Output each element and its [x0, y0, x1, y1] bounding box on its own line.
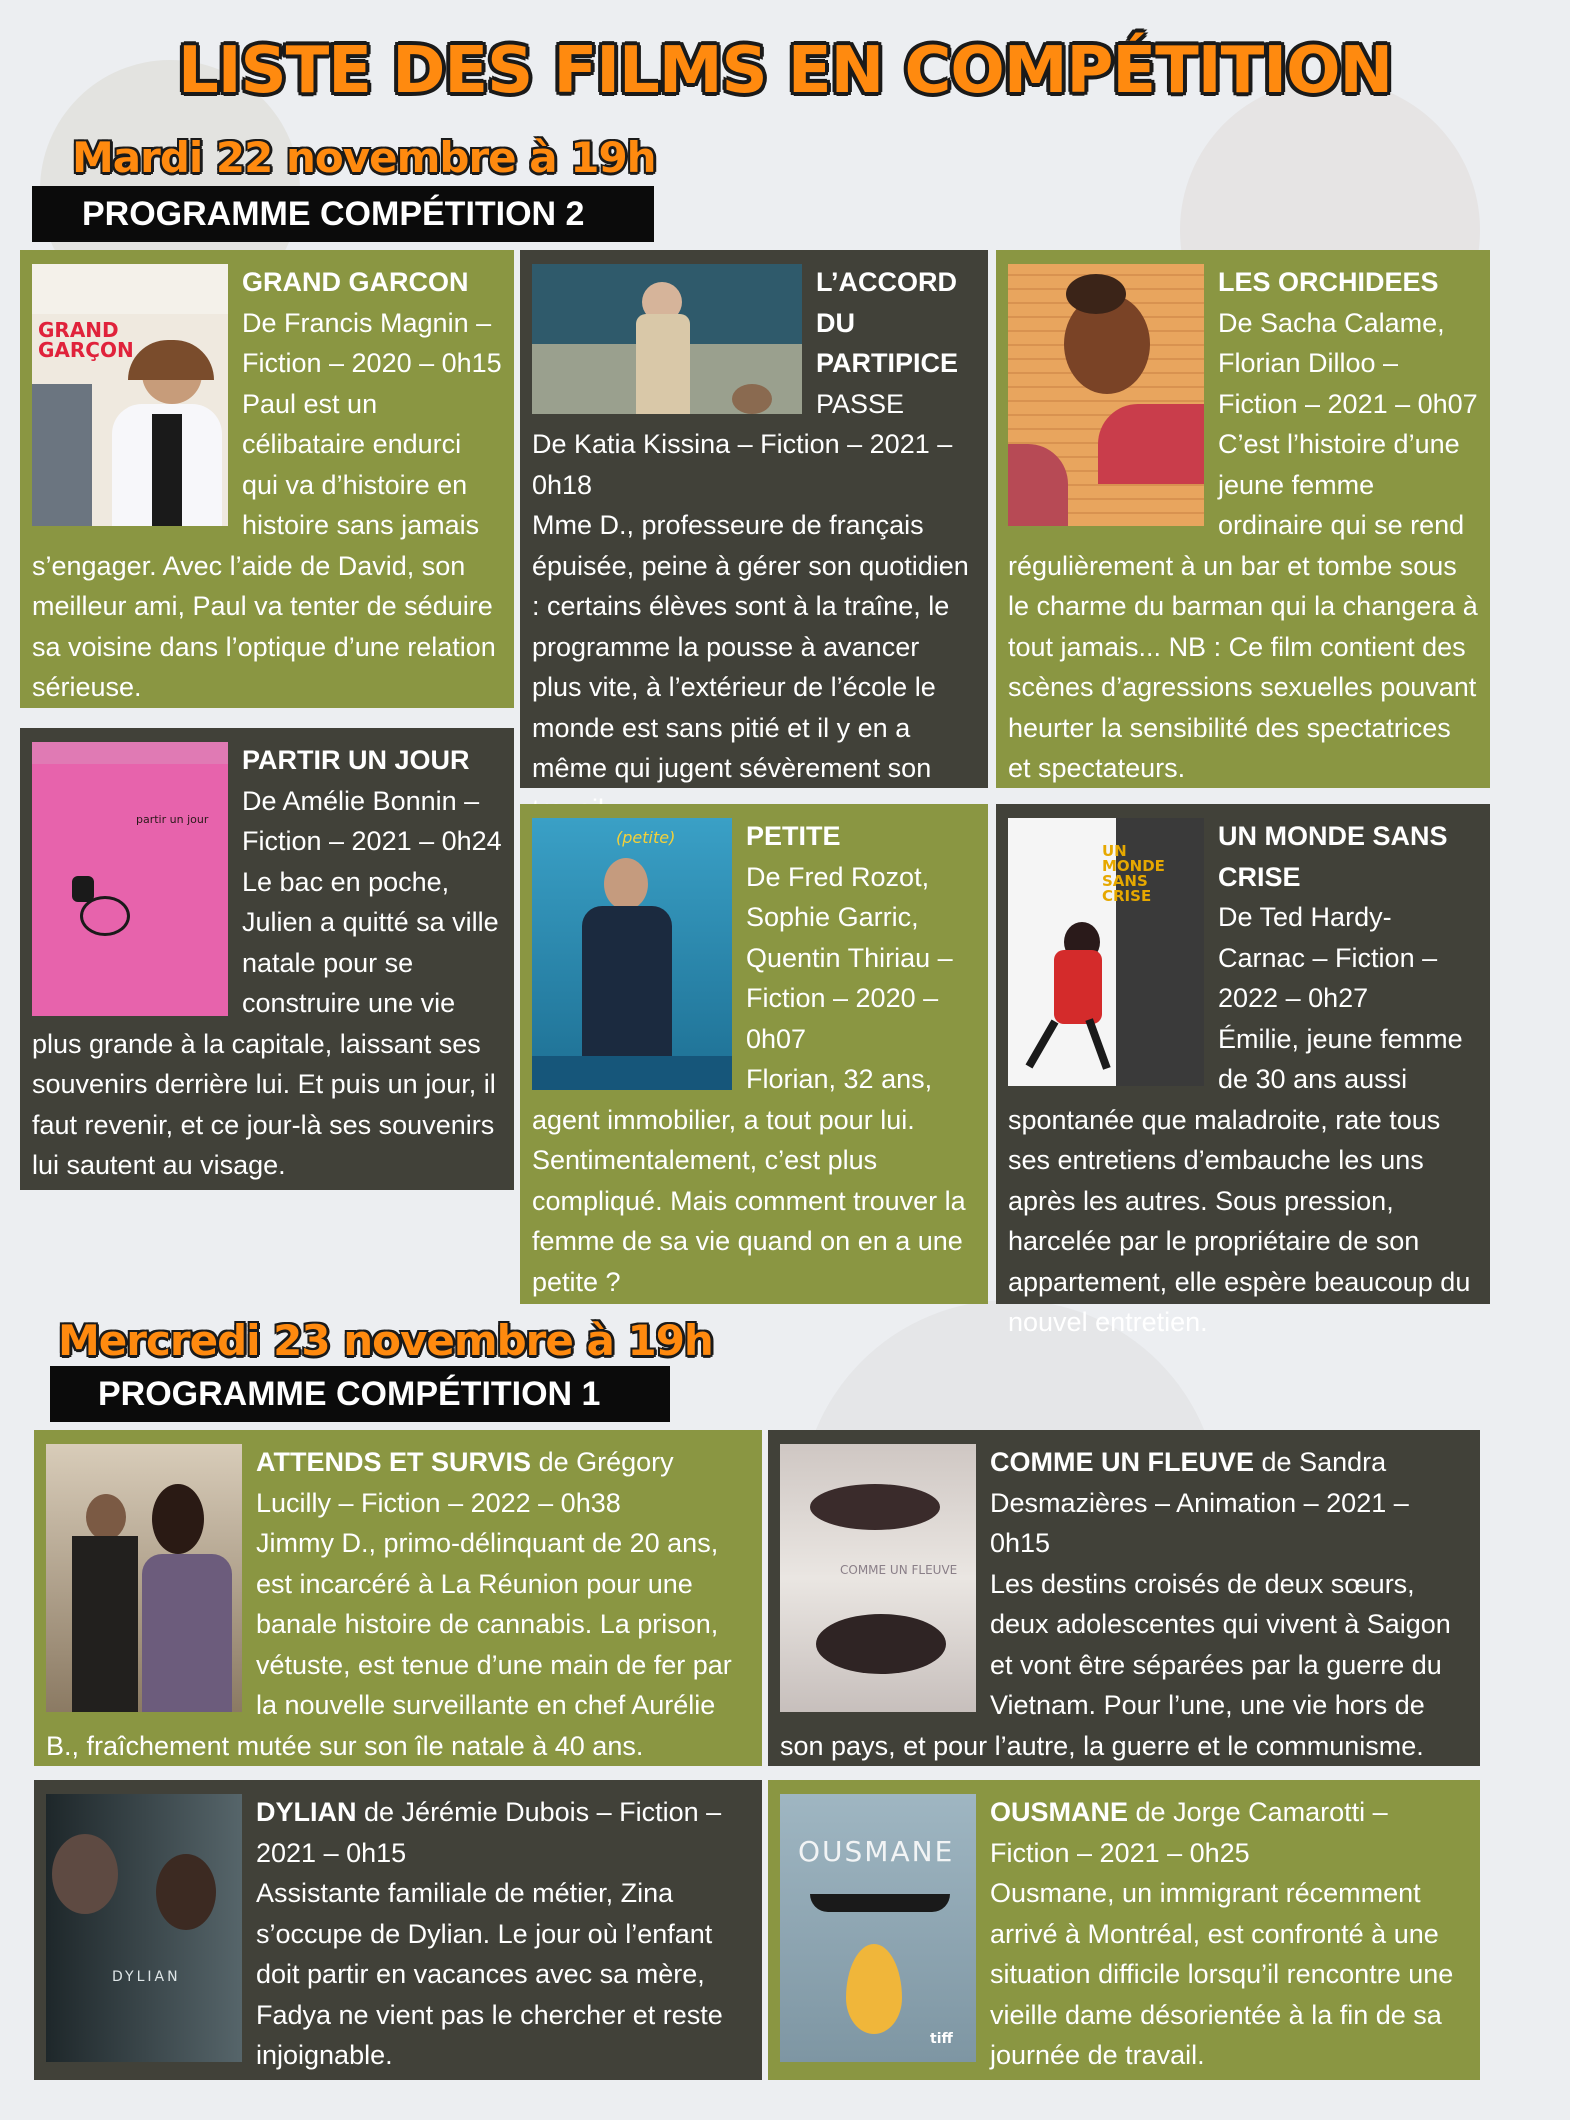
film-card-grand-garcon — [20, 250, 514, 708]
section-date: Mercredi 23 novembre à 19h — [58, 1316, 713, 1365]
page-title: LISTE DES FILMS EN COMPÉTITION — [177, 34, 1393, 108]
poster-title: GRAND GARÇON — [38, 318, 134, 362]
film-poster — [46, 1444, 242, 1712]
film-card-partir-un-jour — [20, 728, 514, 1190]
film-card-dylian — [34, 1780, 762, 2080]
film-title: PASSE — [816, 388, 905, 419]
film-card-comme-un-fleuve — [768, 1430, 1480, 1766]
film-synopsis: Paul est un célibataire endurci qui va d’histoire en histoire sans jamais s’engager. Avec l’aide de David, son meilleur ami, Paul va tenter de séduire sa voisine dans l’optique d’une relation sérieuse. — [32, 388, 496, 702]
film-title: PARTIPICE — [816, 348, 959, 378]
poster-badge: tiff — [930, 2031, 953, 2047]
film-info: de Grégory Lucilly – Fiction – 2022 – 0h38 — [256, 1447, 674, 1518]
poster-title: DYLIAN — [112, 1969, 181, 1985]
film-info: De Sacha Calame, Florian Dilloo – Fiction – 2021 – 0h07 — [1218, 307, 1478, 419]
film-title: DU — [816, 307, 855, 338]
film-poster — [532, 818, 732, 1090]
film-info: de Jérémie Dubois – Fiction – 2021 – 0h15 — [256, 1797, 722, 1868]
film-title: PETITE — [746, 821, 841, 851]
poster-title: COMME UN FLEUVE — [840, 1563, 958, 1577]
film-poster — [532, 264, 802, 414]
section-date: Mardi 22 novembre à 19h — [72, 133, 656, 182]
film-poster — [32, 742, 228, 1016]
poster-title: (petite) — [616, 828, 676, 847]
film-card-accord-participe — [520, 250, 988, 788]
film-title: GRAND GARCON — [242, 267, 469, 297]
film-synopsis: Les destins croisés de deux sœurs, deux adolescentes qui vivent à Saigon et vont être séparées par la guerre du Vietnam. Pour l’une, une vie hors de son pays, et pour l’autre, la guerre et le communisme. — [780, 1568, 1451, 1761]
film-card-petite — [520, 804, 988, 1304]
poster-title: UN MONDE SANS CRISE — [1102, 842, 1165, 905]
programme-bar: PROGRAMME COMPÉTITION 2 — [32, 186, 654, 242]
film-info: de Sandra Desmazières – Animation – 2021 – 0h15 — [990, 1447, 1409, 1558]
film-card-ousmane — [768, 1780, 1480, 2080]
film-synopsis: Florian, 32 ans, agent immobilier, a tout pour lui. Sentimentalement, c’est plus compliqué. Mais comment trouver la femme de sa vie quand on en a une petite ? — [532, 1064, 966, 1297]
film-poster — [46, 1794, 242, 2062]
programme-bar: PROGRAMME COMPÉTITION 1 — [50, 1366, 670, 1422]
film-card-orchidees — [996, 250, 1490, 788]
film-poster — [1008, 264, 1204, 526]
poster-title: OUSMANE — [798, 1835, 955, 1868]
film-synopsis: Émilie, jeune femme de 30 ans aussi spontanée que maladroite, rate tous ses entretiens d’embauche les uns après les autres. Sous pression, harcelée par le propriétaire de son appartement, elle espère beaucoup du nouvel entretien. — [1008, 1023, 1471, 1337]
film-synopsis: Le bac en poche, Julien a quitté sa ville natale pour se construire une vie plus grande à la capitale, laissant ses souvenirs derrière lui. Et puis un jour, il faut revenir, et ce jour-là ses souvenirs lui sautent au visage. — [32, 866, 499, 1180]
film-info: De Francis Magnin – Fiction – 2020 – 0h15 — [242, 307, 502, 378]
film-synopsis: Ousmane, un immigrant récemment arrivé à Montréal, est confronté à une situation difficile lorsqu’il rencontre une vieille dame désorientée à la fin de sa journée de travail. — [990, 1878, 1454, 2070]
film-info: De Ted Hardy-Carnac – Fiction – 2022 – 0h27 — [1218, 902, 1438, 1013]
poster-title: partir un jour — [136, 813, 209, 826]
film-title: PARTIR UN JOUR — [242, 745, 470, 775]
film-synopsis: Jimmy D., primo-délinquant de 20 ans, est incarcéré à La Réunion pour une banale histoire de cannabis. La prison, vétuste, est tenue d’une main de fer par la nouvelle surveillante en chef Aurélie B., fraîchement mutée sur son île natale à 40 ans. — [46, 1528, 732, 1761]
film-info: De Katia Kissina – Fiction – 2021 – 0h18 — [532, 429, 953, 500]
film-title: LES ORCHIDEES — [1218, 267, 1439, 297]
film-poster — [780, 1444, 976, 1712]
film-synopsis: C’est l’histoire d’une jeune femme ordinaire qui se rend régulièrement à un bar et tombe sous le charme du barman qui la changera à tout jamais... NB : Ce film contient des scènes d’agressions sexuelles pouvant heurter la sensibilité des spectatrices et spectateurs. — [1008, 429, 1478, 783]
film-synopsis: Mme D., professeure de français épuisée, peine à gérer son quotidien : certains élèves sont à la traîne, le programme la pousse à avancer plus vite, à l’extérieur de l’école le monde est sans pitié et il y en a même qui jugent sévèrement son — [532, 510, 969, 783]
film-card-monde-sans-crise — [996, 804, 1490, 1337]
film-info: de Jorge Camarotti – Fiction – 2021 – 0h25 — [990, 1797, 1388, 1868]
film-poster — [780, 1794, 976, 2062]
film-title: DYLIAN — [256, 1797, 357, 1827]
film-poster — [1008, 818, 1204, 1086]
film-card-attends-survis — [34, 1430, 762, 1766]
film-synopsis: Assistante familiale de métier, Zina s’occupe de Dylian. Le jour où l’enfant doit partir en vacances avec sa mère, Fadya ne vient pas le chercher et reste injoignable. — [256, 1878, 723, 2070]
film-title: ATTENDS ET SURVIS — [256, 1447, 532, 1477]
film-title: COMME UN FLEUVE — [990, 1447, 1255, 1477]
film-info: De Amélie Bonnin – Fiction – 2021 – 0h24 — [242, 785, 502, 856]
film-poster — [32, 264, 228, 526]
film-title: UN MONDE SANS CRISE — [1218, 821, 1448, 892]
film-title: OUSMANE — [990, 1797, 1129, 1827]
film-info: De Fred Rozot, Sophie Garric, Quentin Thiriau – Fiction – 2020 – 0h07 — [746, 861, 953, 1054]
film-title: L’ACCORD — [816, 267, 957, 297]
